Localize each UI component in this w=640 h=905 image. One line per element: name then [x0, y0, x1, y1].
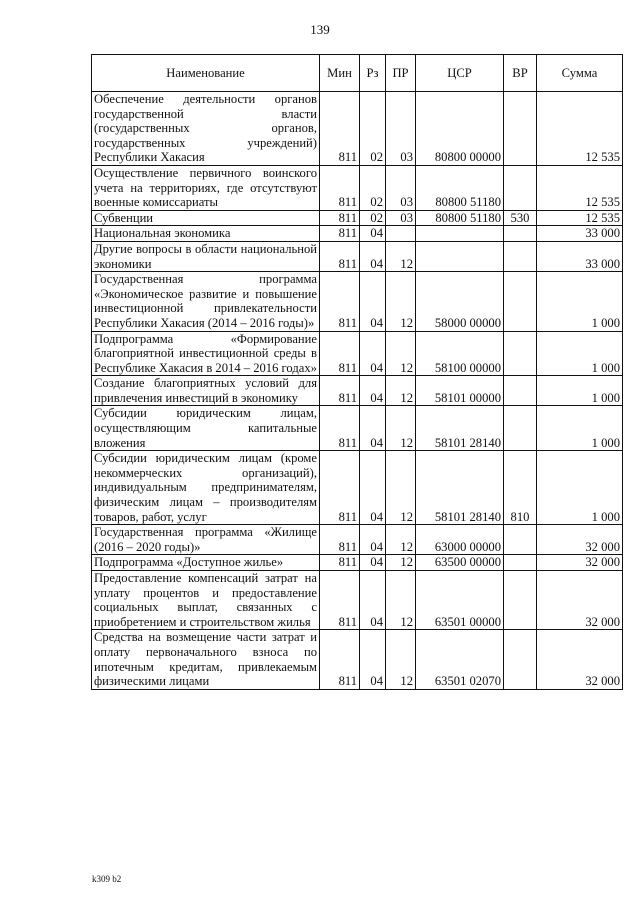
cell-pr: 12 [386, 331, 416, 376]
cell-csr: 80800 51180 [416, 165, 504, 210]
cell-rz: 04 [360, 406, 386, 451]
cell-sum: 1 000 [537, 272, 623, 331]
cell-csr [416, 226, 504, 242]
cell-sum: 1 000 [537, 451, 623, 525]
cell-min: 811 [320, 272, 360, 331]
table-row [92, 630, 623, 689]
header-pr: ПР [386, 55, 416, 92]
cell-sum: 32 000 [537, 555, 623, 571]
table-row [92, 331, 623, 376]
cell-rz: 04 [360, 331, 386, 376]
cell-name: Подпрограмма «Доступное жилье» [92, 555, 320, 571]
budget-table [91, 54, 623, 690]
cell-name: Другие вопросы в области национальной экономики [92, 241, 320, 271]
cell-pr: 12 [386, 571, 416, 630]
cell-name: Осуществление первичного воинского учета на территориях, где отсутствуют военные комиссариаты [92, 165, 320, 210]
cell-rz: 04 [360, 451, 386, 525]
cell-min: 811 [320, 571, 360, 630]
cell-pr: 03 [386, 210, 416, 226]
header-csr: ЦСР [416, 55, 504, 92]
cell-pr: 12 [386, 555, 416, 571]
cell-pr: 12 [386, 406, 416, 451]
table-row [92, 406, 623, 451]
cell-name: Субсидии юридическим лицам (кроме некоммерческих организаций), индивидуальным предпринимателям, физическим лицам – производителям товаров, работ, услуг [92, 451, 320, 525]
cell-rz: 04 [360, 630, 386, 689]
cell-pr: 12 [386, 376, 416, 406]
cell-sum: 1 000 [537, 376, 623, 406]
cell-vr [504, 272, 537, 331]
cell-csr [416, 241, 504, 271]
cell-min: 811 [320, 226, 360, 242]
cell-name: Обеспечение деятельности органов государственной власти (государственных органов, государственных учреждений) Республики Хакасия [92, 92, 320, 166]
cell-rz: 02 [360, 92, 386, 166]
cell-sum: 33 000 [537, 241, 623, 271]
cell-sum: 1 000 [537, 406, 623, 451]
cell-csr: 63000 00000 [416, 525, 504, 555]
table-row [92, 241, 623, 271]
cell-sum: 12 535 [537, 92, 623, 166]
cell-csr: 80800 51180 [416, 210, 504, 226]
table-header-row [92, 55, 623, 92]
table-row [92, 210, 623, 226]
table-body [92, 92, 623, 690]
cell-name: Субвенции [92, 210, 320, 226]
cell-vr [504, 630, 537, 689]
cell-sum: 12 535 [537, 165, 623, 210]
cell-sum: 32 000 [537, 630, 623, 689]
table-row [92, 571, 623, 630]
cell-rz: 04 [360, 571, 386, 630]
cell-vr: 530 [504, 210, 537, 226]
cell-name: Подпрограмма «Формирование благоприятной инвестиционной среды в Республике Хакасия в 2014 – 2016 годах» [92, 331, 320, 376]
cell-sum: 32 000 [537, 525, 623, 555]
cell-pr: 12 [386, 451, 416, 525]
table-row [92, 92, 623, 166]
cell-rz: 02 [360, 210, 386, 226]
header-min: Мин [320, 55, 360, 92]
cell-vr [504, 571, 537, 630]
cell-vr [504, 376, 537, 406]
cell-csr: 80800 00000 [416, 92, 504, 166]
cell-pr: 03 [386, 92, 416, 166]
cell-pr [386, 226, 416, 242]
cell-vr [504, 331, 537, 376]
cell-vr [504, 555, 537, 571]
cell-rz: 04 [360, 241, 386, 271]
cell-sum: 12 535 [537, 210, 623, 226]
cell-min: 811 [320, 376, 360, 406]
cell-rz: 04 [360, 376, 386, 406]
cell-name: Создание благоприятных условий для привлечения инвестиций в экономику [92, 376, 320, 406]
cell-name: Национальная экономика [92, 226, 320, 242]
table-row [92, 451, 623, 525]
cell-rz: 04 [360, 555, 386, 571]
table-row [92, 525, 623, 555]
cell-vr [504, 165, 537, 210]
cell-csr: 58000 00000 [416, 272, 504, 331]
footer-code: k309 b2 [92, 874, 122, 884]
cell-vr [504, 92, 537, 166]
cell-pr: 12 [386, 525, 416, 555]
header-sum: Сумма [537, 55, 623, 92]
cell-name: Государственная программа «Экономическое развитие и повышение инвестиционной привлекательности Республики Хакасия (2014 – 2016 годы)» [92, 272, 320, 331]
cell-min: 811 [320, 451, 360, 525]
table-row [92, 165, 623, 210]
cell-rz: 04 [360, 272, 386, 331]
cell-sum: 33 000 [537, 226, 623, 242]
cell-vr [504, 226, 537, 242]
cell-min: 811 [320, 92, 360, 166]
cell-name: Предоставление компенсаций затрат на уплату процентов и предоставление социальных выплат, связанных с приобретением и строительством жилья [92, 571, 320, 630]
table-row [92, 555, 623, 571]
cell-min: 811 [320, 210, 360, 226]
header-vr: ВР [504, 55, 537, 92]
cell-rz: 04 [360, 525, 386, 555]
cell-name: Субсидии юридическим лицам, осуществляющим капитальные вложения [92, 406, 320, 451]
cell-pr: 12 [386, 272, 416, 331]
cell-name: Государственная программа «Жилище (2016 – 2020 годы)» [92, 525, 320, 555]
table-row [92, 226, 623, 242]
cell-vr [504, 241, 537, 271]
cell-pr: 12 [386, 630, 416, 689]
cell-min: 811 [320, 331, 360, 376]
table-row [92, 272, 623, 331]
cell-min: 811 [320, 165, 360, 210]
page-number: 139 [310, 22, 330, 37]
cell-min: 811 [320, 630, 360, 689]
cell-rz: 04 [360, 226, 386, 242]
cell-name: Средства на возмещение части затрат и оплату первоначального взноса по ипотечным кредитам, привлекаемым физическими лицами [92, 630, 320, 689]
cell-sum: 32 000 [537, 571, 623, 630]
cell-csr: 63501 02070 [416, 630, 504, 689]
cell-csr: 58100 00000 [416, 331, 504, 376]
header-rz: Рз [360, 55, 386, 92]
cell-pr: 03 [386, 165, 416, 210]
cell-csr: 58101 28140 [416, 451, 504, 525]
cell-pr: 12 [386, 241, 416, 271]
cell-min: 811 [320, 241, 360, 271]
cell-min: 811 [320, 406, 360, 451]
cell-sum: 1 000 [537, 331, 623, 376]
cell-rz: 02 [360, 165, 386, 210]
table-row [92, 376, 623, 406]
cell-min: 811 [320, 525, 360, 555]
cell-min: 811 [320, 555, 360, 571]
cell-vr: 810 [504, 451, 537, 525]
cell-csr: 63501 00000 [416, 571, 504, 630]
cell-csr: 58101 28140 [416, 406, 504, 451]
header-name: Наименование [92, 55, 320, 92]
cell-csr: 63500 00000 [416, 555, 504, 571]
cell-csr: 58101 00000 [416, 376, 504, 406]
cell-vr [504, 406, 537, 451]
cell-vr [504, 525, 537, 555]
